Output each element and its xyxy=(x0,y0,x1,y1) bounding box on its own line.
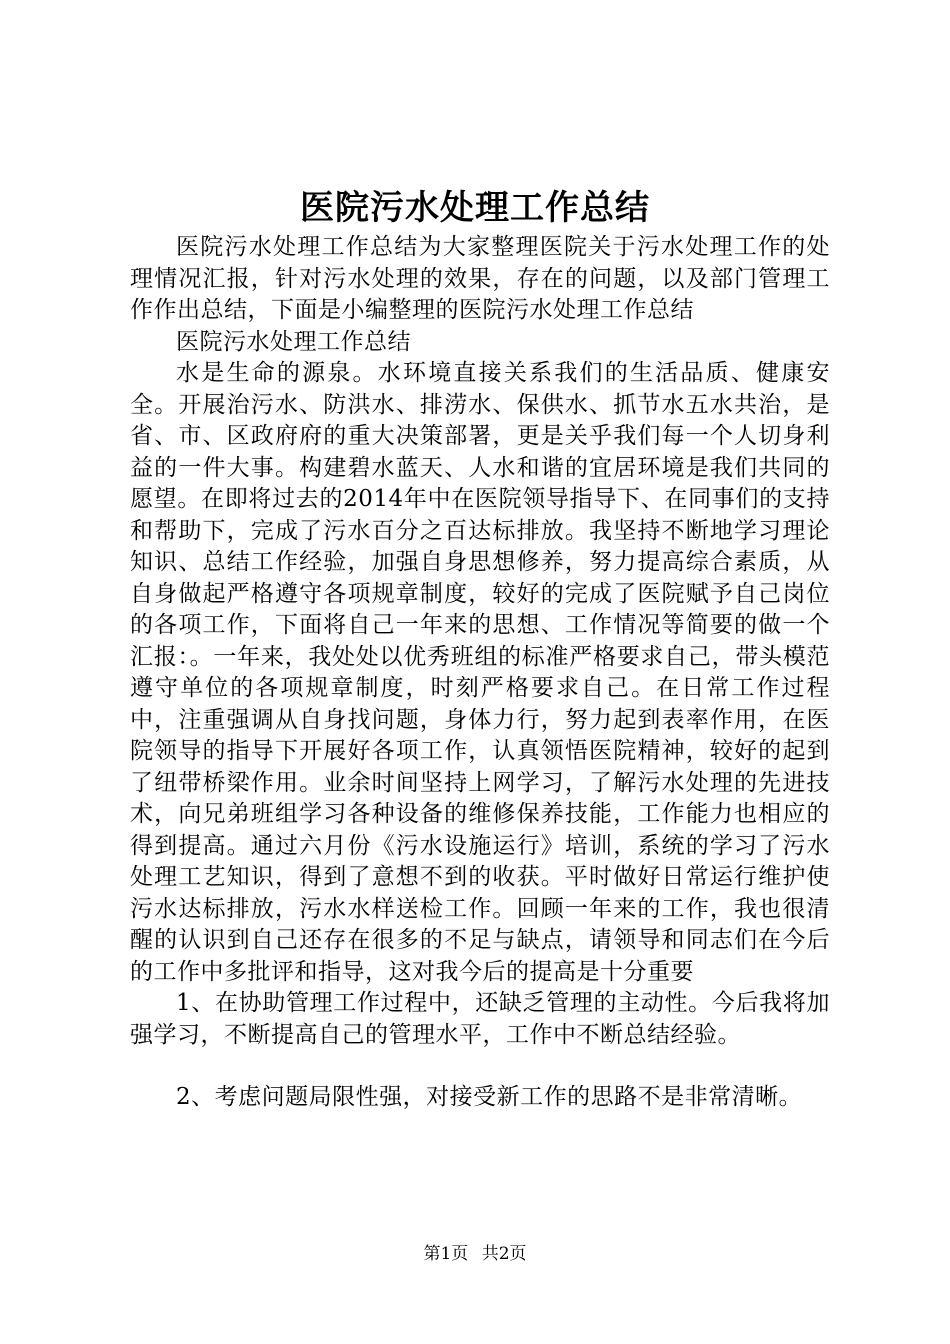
document-title: 医院污水处理工作总结 xyxy=(300,188,650,228)
page-footer xyxy=(0,1242,950,1266)
page-total: 共2页 xyxy=(481,1244,527,1264)
main-paragraph: 水是生命的源泉。水环境直接关系我们的生活品质、健康安全。开展治污水、防洪水、排涝水、保供水、抓节水五水共治，是省、市、区政府府的重大决策部署，更是关乎我们每一个人切身利益的一件大事。构建碧水蓝天、人水和谐的宜居环境是我们共同的愿望。在即将过去的2014年中在医院领导指导下、在同事们的支持和帮助下，完成了污水百分之百达标排放。我坚持不断地学习理论知识、总结工作经验，加强自身思想修养，努力提高综合素质，从自身做起严格遵守各项规章制度，较好的完成了医院赋予自己岗位的各项工作，下面将自己一年来的思想、工作情况等简要的做一个汇报：。一年来，我处处以优秀班组的标准严格要求自己，带头模范遵守单位的各项规章制度，时刻严格要求自己。在日常工作过程中，注重强调从自身找问题，身体力行，努力起到表率作用，在医院领导的指导下开展好各项工作，认真领悟医院精神，较好的起到了纽带桥梁作用。业余时间坚持上网学习，了解污水处理的先进技术，向兄弟班组学习各种设备的维修保养技能，工作能力也相应的得到提高。通过六月份《污水设施运行》培训，系统的学习了污水处理工艺知识，得到了意想不到的收获。平时做好日常运行维护使污水达标排放，污水水样送检工作。回顾一年来的工作，我也很清醒的认识到自己还存在很多的不足与缺点，请领导和同志们在今后的工作中多批评和指导，这对我今后的提高是十分重要 xyxy=(130,360,830,985)
section-heading: 医院污水处理工作总结 xyxy=(176,328,411,355)
point-one-paragraph: 1、在协助管理工作过程中，还缺乏管理的主动性。今后我将加强学习，不断提高自己的管理水平，工作中不断总结经验。 xyxy=(130,990,830,1048)
paragraph-spacer xyxy=(130,1051,830,1082)
point-two-paragraph: 2、考虑问题局限性强，对接受新工作的思路不是非常清晰。 xyxy=(176,1084,803,1110)
intro-paragraph: 医院污水处理工作总结为大家整理医院关于污水处理工作的处理情况汇报，针对污水处理的效果，存在的问题，以及部门管理工作作出总结，下面是小编整理的医院污水处理工作总结 xyxy=(130,234,830,323)
page-number: 第1页 xyxy=(423,1244,469,1264)
document-body xyxy=(130,232,830,1114)
